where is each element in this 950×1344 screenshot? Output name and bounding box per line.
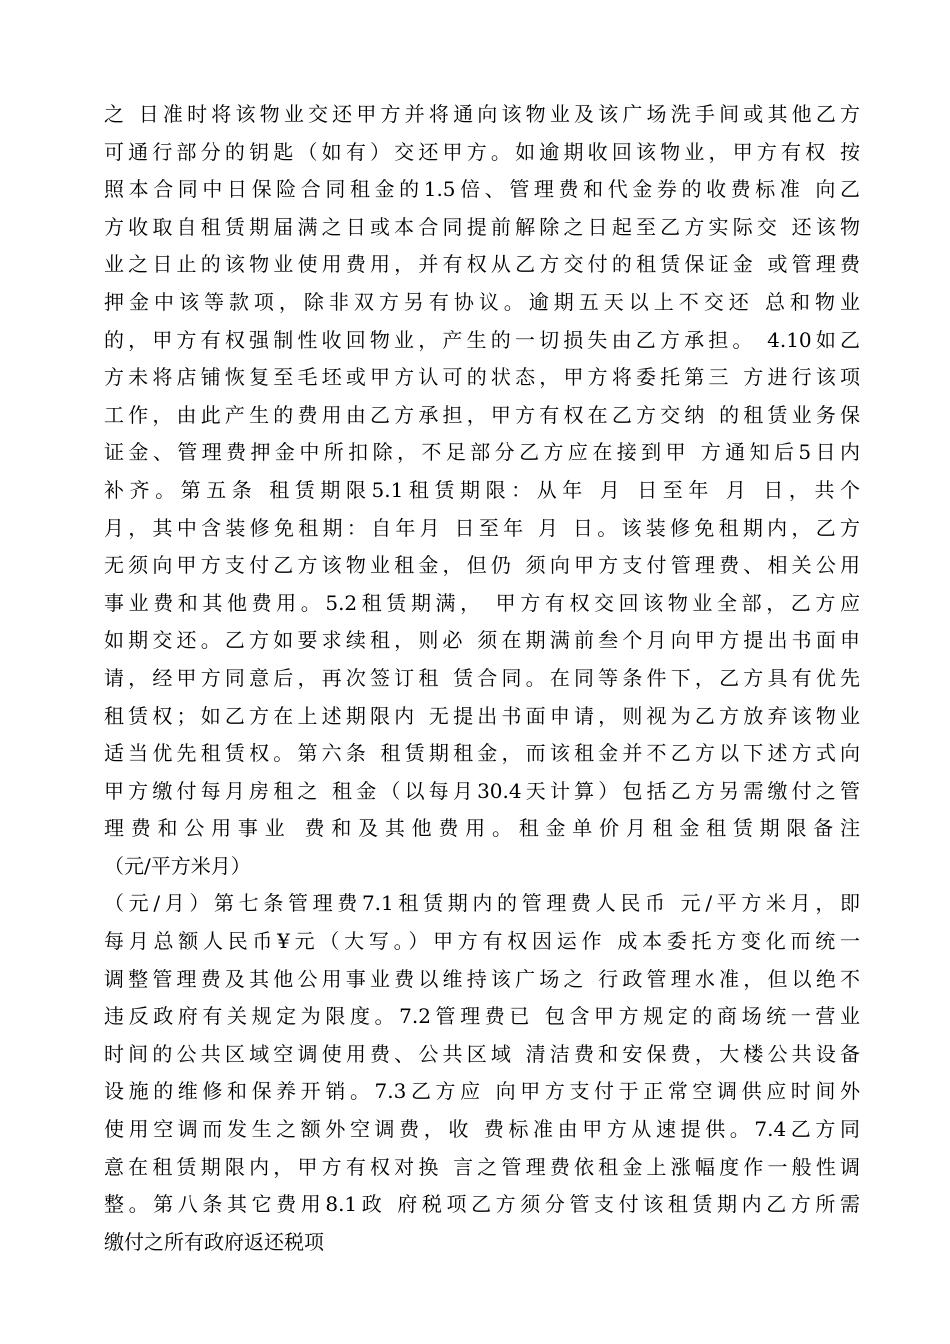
text-line: 补齐。第五条 租赁期限5.1租赁期限：从年 月 日至年 月 日，共个: [104, 477, 860, 502]
text-line: 无须向甲方支付乙方该物业租金，但仍 须向甲方支付管理费、相关公用: [104, 553, 860, 578]
text-line: 甲方缴付每月房租之 租金（以每月30.4天计算）包括乙方另需缴付之管: [104, 778, 860, 803]
text-line: 的，甲方有权强制性收回物业，产生的一切损失由乙方承担。 4.10如乙: [104, 327, 860, 352]
text-line: 可通行部分的钥匙（如有）交还甲方。如逾期收回该物业，甲方有权 按: [104, 139, 860, 164]
text-line: 证金、管理费押金中所扣除，不足部分乙方应在接到甲 方通知后5日内: [104, 440, 860, 465]
text-line: 使用空调而发生之额外空调费，收 费标准由甲方从速提供。7.4乙方同: [104, 1117, 860, 1142]
text-line: 整。第八条其它费用8.1政 府税项乙方须分管支付该租赁期内乙方所需: [104, 1192, 860, 1217]
text-line: （元/月）第七条管理费7.1租赁期内的管理费人民币 元/平方米月，即: [104, 891, 860, 916]
text-line: 方未将店铺恢复至毛坯或甲方认可的状态，甲方将委托第三 方进行该项: [104, 365, 860, 390]
text-line: 月，其中含装修免租期：自年月 日至年 月 日。该装修免租期内，乙方: [104, 515, 860, 540]
text-line: 请，经甲方同意后，再次签订租 赁合同。在同等条件下，乙方具有优先: [104, 665, 860, 690]
text-line: （元/平方米月）: [104, 853, 251, 878]
text-line: 租赁权；如乙方在上述期限内 无提出书面申请，则视为乙方放弃该物业: [104, 703, 860, 728]
text-line: 调整管理费及其他公用事业费以维持该广场之 行政管理水准，但以绝不: [104, 966, 860, 991]
text-line: 意在租赁期限内，甲方有权对换 言之管理费依租金上涨幅度作一般性调: [104, 1154, 860, 1179]
text-line: 之 日准时将该物业交还甲方并将通向该物业及该广场洗手间或其他乙方: [104, 102, 860, 126]
text-line: 设施的维修和保养开销。7.3乙方应 向甲方支付于正常空调供应时间外: [104, 1079, 860, 1104]
text-line: 适当优先租赁权。第六条 租赁期租金，而该租金并不乙方以下述方式向: [104, 741, 860, 766]
text-line: 方收取自租赁期届满之日或本合同提前解除之日起至乙方实际交 还该物: [104, 214, 860, 239]
text-line: 如期交还。乙方如要求续租，则必 须在期满前叁个月向甲方提出书面申: [104, 628, 860, 653]
text-line: 每月总额人民币¥元（大写。）甲方有权因运作 成本委托方变化而统一: [104, 929, 860, 954]
text-line: 时间的公共区域空调使用费、公共区域 清洁费和安保费，大楼公共设备: [104, 1041, 860, 1066]
text-line: 违反政府有关规定为限度。7.2管理费已 包含甲方规定的商场统一营业: [104, 1004, 860, 1029]
text-line: 押金中该等款项，除非双方另有协议。逾期五天以上不交还 总和物业: [104, 289, 860, 314]
text-line: 缴付之所有政府返还税项: [104, 1229, 324, 1254]
document-body: [104, 96, 860, 1261]
text-line: 事业费和其他费用。5.2租赁期满， 甲方有权交回该物业全部，乙方应: [104, 590, 860, 615]
text-line: 工作，由此产生的费用由乙方承担，甲方有权在乙方交纳 的租赁业务保: [104, 402, 860, 427]
text-line: 理费和公用事业 费和及其他费用。租金单价月租金租赁期限备注: [104, 816, 860, 841]
text-line: 照本合同中日保险合同租金的1.5倍、管理费和代金券的收费标准 向乙: [104, 177, 860, 202]
text-line: 业之日止的该物业使用费用，并有权从乙方交付的租赁保证金 或管理费: [104, 252, 860, 277]
